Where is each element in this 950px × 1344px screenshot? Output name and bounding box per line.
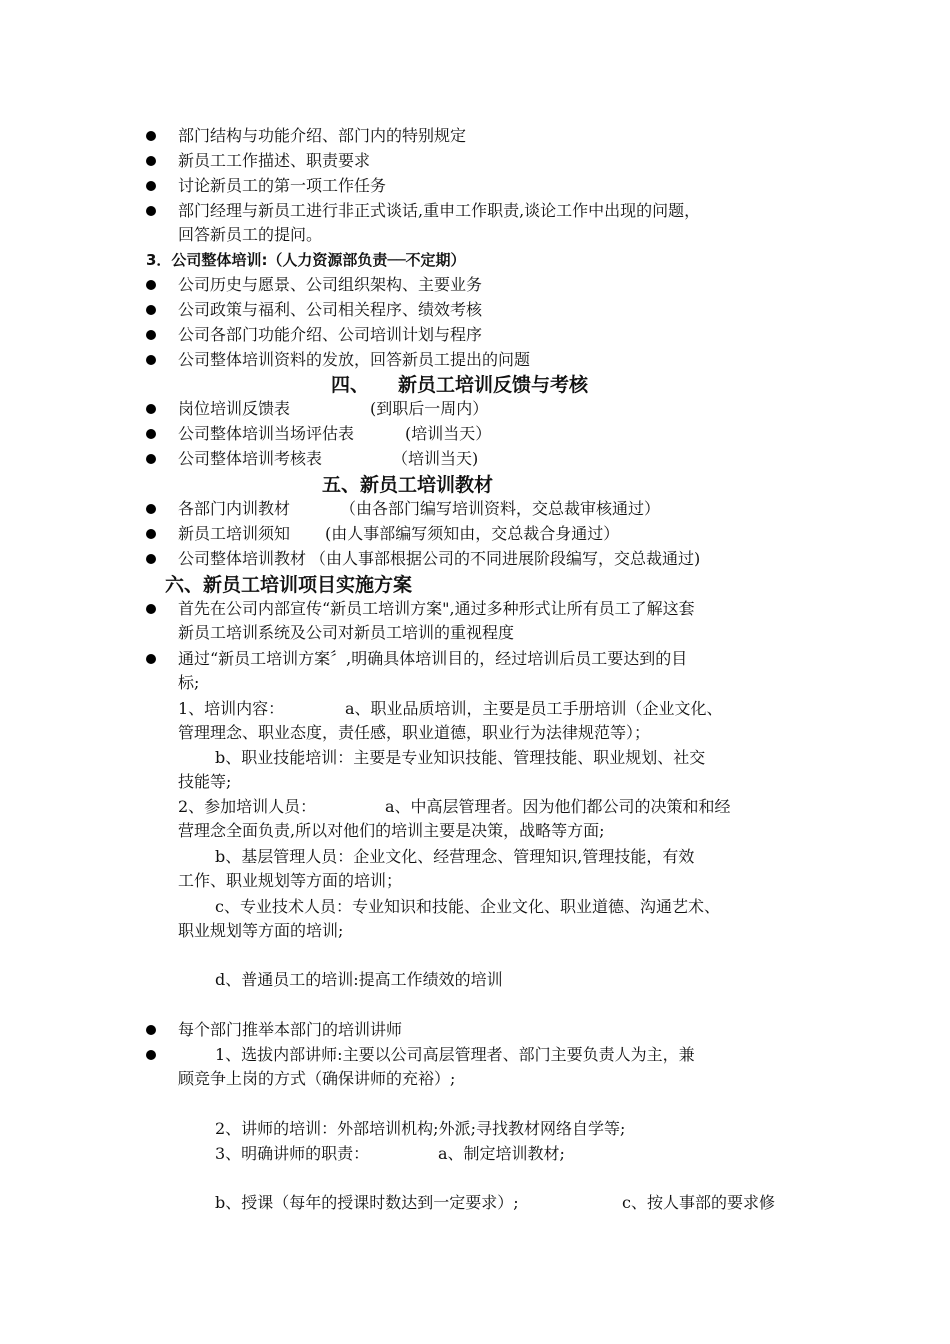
bullet-dot [146,355,156,365]
list-item-note: (培训当天） [405,424,492,443]
paragraph-line: 职业规划等方面的培训; [178,921,344,940]
list-item: 公司整体培训当场评估表 [178,424,355,443]
list-item-note: （培训当天) [392,449,479,468]
list-item-note: (到职后一周内） [370,399,489,418]
list-item: 通过“新员工培训方案〞,明确具体培训目的，经过培训后员工要达到的目 [178,649,688,668]
bullet-dot [146,654,156,664]
list-item: 部门经理与新员工进行非正式谈话,重申工作职责,谈论工作中出现的问题， [178,201,701,220]
list-item-continuation: 顾竞争上岗的方式（确保讲师的充裕）; [178,1069,456,1088]
bullet-dot [146,131,156,141]
list-item-continuation: 回答新员工的提问。 [178,225,323,244]
bullet-dot [146,604,156,614]
paragraph-line: c、专业技术人员：专业知识和技能、企业文化、职业道德、沟通艺术、 [215,897,720,916]
paragraph-line: b、基层管理人员：企业文化、经营理念、管理知识,管理技能，有效 [215,847,695,866]
paragraph-line: a、制定培训教材; [438,1144,565,1163]
list-item: 岗位培训反馈表 [178,399,291,418]
bullet-dot [146,404,156,414]
bullet-dot [146,280,156,290]
bullet-dot [146,181,156,191]
paragraph-line: b、授课（每年的授课时数达到一定要求）; [215,1193,519,1212]
bullet-dot [146,554,156,564]
paragraph-line: 工作、职业规划等方面的培训； [178,871,403,890]
list-item-continuation: 标; [178,673,200,692]
list-item: 每个部门推举本部门的培训讲师 [178,1020,403,1039]
list-item: 公司整体培训考核表 [178,449,323,468]
list-item: 新员工培训须知 [178,524,291,543]
bullet-dot [146,504,156,514]
list-item: 讨论新员工的第一项工作任务 [178,176,387,195]
list-item: 部门结构与功能介绍、部门内的特别规定 [178,126,467,145]
list-item: 1、选拔内部讲师:主要以公司高层管理者、部门主要负责人为主，兼 [215,1045,695,1064]
list-item-note: （由各部门编写培训资料，交总裁审核通过） [340,499,661,518]
paragraph-line: b、职业技能培训：主要是专业知识技能、管理技能、职业规划、社交 [215,748,706,767]
paragraph-line: 技能等; [178,772,232,791]
paragraph-line: a、职业品质培训，主要是员工手册培训（企业文化、 [345,699,723,718]
list-item: 公司整体培训资料的发放，回答新员工提出的问题 [178,350,531,369]
part-number: 四、 [331,374,370,396]
paragraph-line: 营理念全面负责,所以对他们的培训主要是决策，战略等方面; [178,821,605,840]
part-heading: 五、新员工培训教材 [322,474,494,496]
paragraph-line: 2、讲师的培训：外部培训机构;外派;寻找教材网络自学等; [215,1119,626,1138]
list-item: 公司各部门功能介绍、公司培训计划与程序 [178,325,483,344]
bullet-dot [146,206,156,216]
list-item-continuation: 新员工培训系统及公司对新员工培训的重视程度 [178,623,515,642]
bullet-dot [146,1025,156,1035]
bullet-dot [146,529,156,539]
part-heading: 新员工培训反馈与考核 [398,374,589,396]
bullet-dot [146,156,156,166]
trainees-label: 2、参加培训人员： [178,797,317,816]
part-heading: 六、新员工培训项目实施方案 [165,574,413,596]
bullet-dot [146,429,156,439]
list-item-note: （由人事部根据公司的不同进展阶段编写，交总裁通过) [310,549,701,568]
paragraph-line: 3、明确讲师的职责： [215,1144,370,1163]
list-item: 公司历史与愿景、公司组织架构、主要业务 [178,275,483,294]
paragraph-line: a、中高层管理者。因为他们都公司的决策和和经 [385,797,731,816]
bullet-dot [146,454,156,464]
paragraph-line: c、按人事部的要求修 [622,1193,775,1212]
list-item: 首先在公司内部宣传“新员工培训方案",通过多种形式让所有员工了解这套 [178,599,695,618]
list-item-note: (由人事部编写须知由，交总裁合身通过） [325,524,620,543]
paragraph-line: d、普通员工的培训:提高工作绩效的培训 [215,970,503,989]
list-item: 公司整体培训教材 [178,549,307,568]
paragraph-line: 管理理念、职业态度，责任感，职业道德，职业行为法律规范等）； [178,723,651,742]
list-item: 公司政策与福利、公司相关程序、绩效考核 [178,300,483,319]
bullet-dot [146,1050,156,1060]
training-content-label: 1、培训内容： [178,699,285,718]
section-heading: 3．公司整体培训:（人力资源部负责──不定期） [146,251,466,269]
list-item: 新员工工作描述、职责要求 [178,151,371,170]
bullet-dot [146,305,156,315]
list-item: 各部门内训教材 [178,499,291,518]
bullet-dot [146,330,156,340]
